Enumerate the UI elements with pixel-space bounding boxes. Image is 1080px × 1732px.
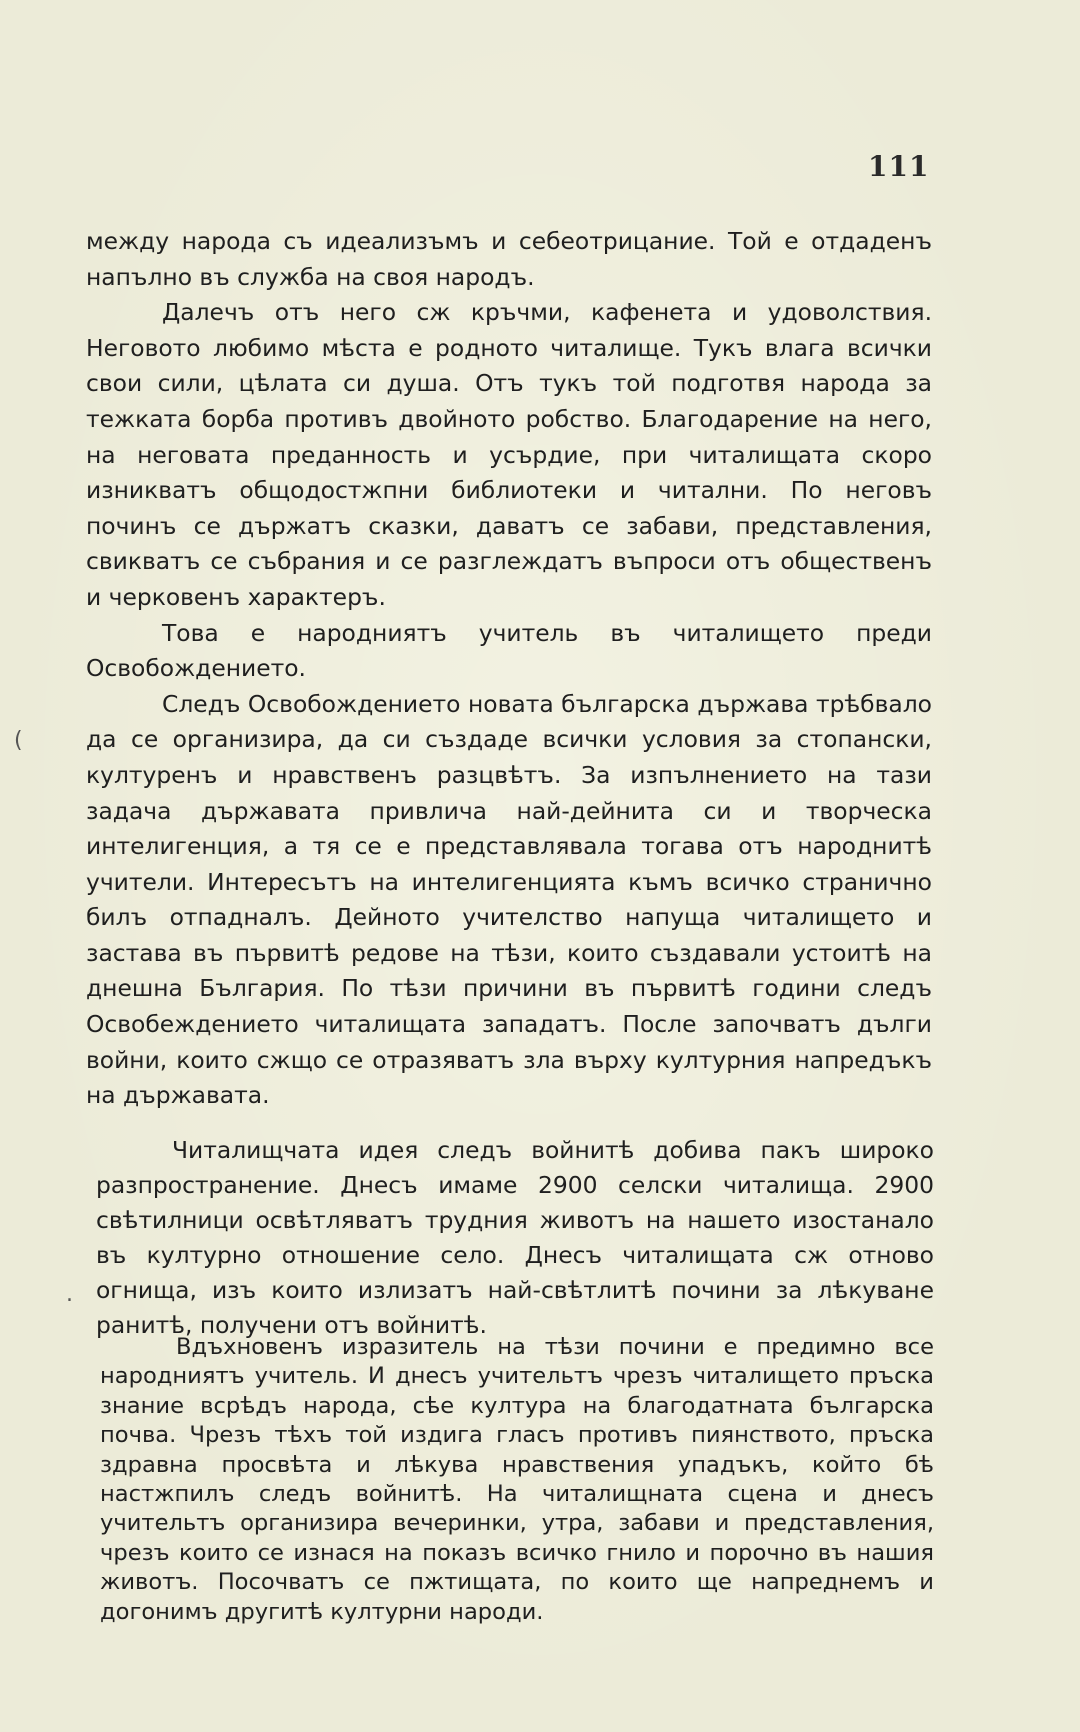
lower-text-block — [100, 1333, 934, 1627]
paragraph-1: между народа съ идеализъмъ и себеотрицание. Той е отдаденъ напълно въ служба на своя народъ. — [86, 227, 932, 291]
upper-text-block — [86, 224, 932, 1114]
paragraph-4: Следъ Освобождението новата българска държава трѣбвало да се организира, да си създаде всички условия за стопански, културенъ и нравственъ разцвѣтъ. За изпълнението на тази задача държавата привлича най-дейнита си и творческа интелигенция, а тя се е представлявала тогава отъ народнитѣ учители. Интересътъ на интелигенцията къмъ всичко странично билъ отпадналъ. Дейното учителство напуща читалището и застава въ първитѣ редове на тѣзи, които създавали устоитѣ на днешна България. По тѣзи причини въ първитѣ години следъ Освобеждението читалищата западатъ. После започватъ дълги войни, които сжщо се отразяватъ зла върху културния напредъкъ на държавата. — [86, 689, 932, 1110]
paragraph-5: Читалищчата идея следъ войнитѣ добива пакъ широко разпространение. Днесъ имаме 2900 селски читалища. 2900 свѣтилници освѣтляватъ трудния животъ на нашето изостанало въ културно отношение село. Днесъ читалищата сж отново огнища, изъ които излизатъ най-свѣтлитѣ почини за лѣкуване ранитѣ, получени отъ войнитѣ. — [96, 1136, 934, 1339]
margin-dot: . — [66, 1282, 73, 1307]
middle-text-block — [96, 1133, 934, 1343]
margin-mark: ( — [14, 728, 23, 753]
paragraph-2: Далечъ отъ него сж кръчми, кафенета и удоволствия. Неговото любимо мѣста е родното читалище. Тукъ влага всички свои сили, цѣлата си душа. Отъ тукъ той подготвя народа за тежката борба противъ двойното робство. Благодарение на него, на неговата преданность и усърдие, при читалищата скоро изникватъ общодостжпни библиотеки и читални. По неговъ починъ се държатъ сказки, даватъ се забави, представления, свикватъ се събрания и се разглеждатъ въпроси отъ общественъ и черковенъ характеръ. — [86, 298, 932, 611]
paragraph-6: Вдъхновенъ изразитель на тѣзи почини е предимно все народниятъ учитель. И днесъ учительтъ чрезъ читалището пръска знание всрѣдъ народа, сѣе култура на благодатната българска почва. Чрезъ тѣхъ той издига гласъ противъ пиянството, пръска здравна просвѣта и лѣкува нравствения упадъкъ, който бѣ настжпилъ следъ войнитѣ. На читалищната сцена и днесъ учительтъ организира вечеринки, утра, забави и представления, чрезъ които се изнася на показъ всичко гнило и порочно въ нашия животъ. Посочватъ се пжтищата, по които ще напреднемъ и догонимъ другитѣ културни народи. — [100, 1334, 934, 1625]
paragraph-3: Това е народниятъ учитель въ читалището преди Освобождението. — [86, 618, 932, 683]
page-number: 111 — [868, 150, 930, 183]
